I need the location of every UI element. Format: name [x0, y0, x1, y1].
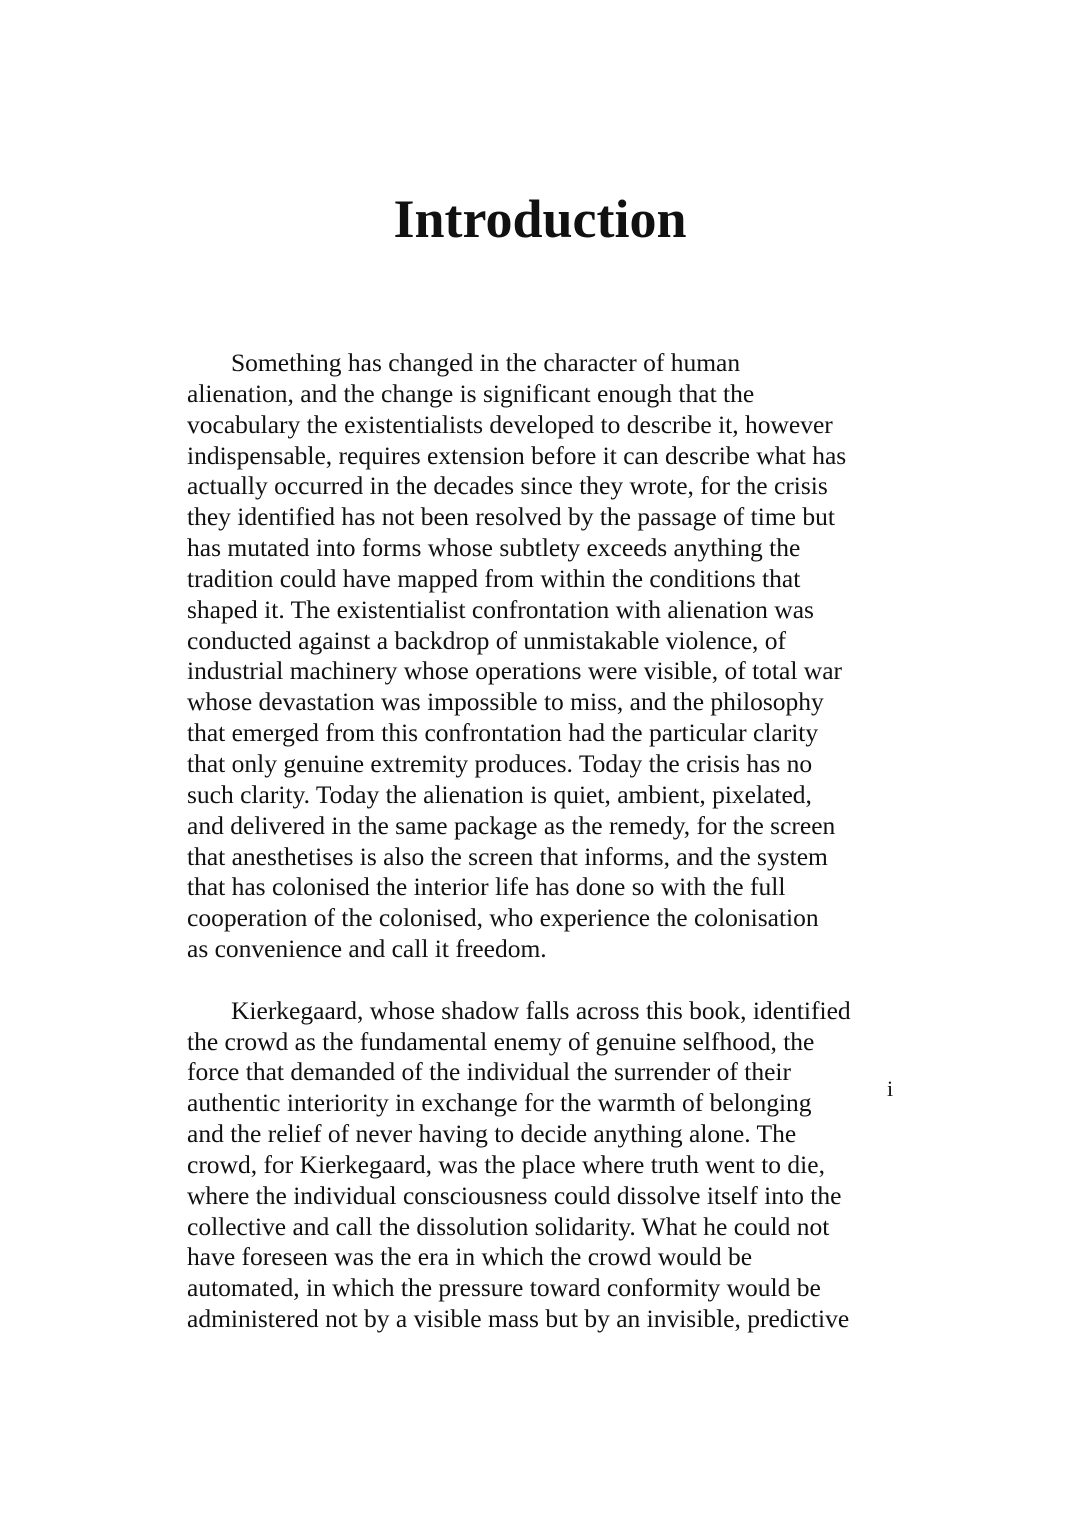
page-title: Introduction — [393, 189, 687, 249]
text-line: industrial machinery whose operations were visible, of total war — [187, 656, 843, 686]
text-line: and the relief of never having to decide anything alone. The — [187, 1119, 797, 1149]
paragraph-spacer — [187, 965, 897, 996]
text-line: that anesthetises is also the screen that informs, and the system — [187, 841, 828, 871]
text-line: have foreseen was the era in which the crowd would be — [187, 1242, 753, 1272]
text-line: administered not by a visible mass but by an invisible, predictive — [187, 1304, 850, 1334]
text-line: where the individual consciousness could dissolve itself into the — [187, 1180, 842, 1210]
text-line: Kierkegaard, whose shadow falls across this book, identified — [231, 995, 851, 1025]
text-line: cooperation of the colonised, who experience the colonisation — [187, 903, 819, 933]
text-line: such clarity. Today the alienation is quiet, ambient, pixelated, — [187, 779, 812, 809]
text-line: has mutated into forms whose subtlety exceeds anything the — [187, 533, 801, 563]
text-line: the crowd as the fundamental enemy of genuine selfhood, the — [187, 1026, 815, 1056]
page-number: i — [886, 1076, 894, 1101]
text-line: crowd, for Kierkegaard, was the place where truth went to die, — [187, 1149, 825, 1179]
text-line: that has colonised the interior life has done so with the full — [187, 872, 786, 902]
text-line: tradition could have mapped from within the conditions that — [187, 563, 801, 593]
text-line: collective and call the dissolution solidarity. What he could not — [187, 1211, 830, 1241]
text-line: conducted against a backdrop of unmistakable violence, of — [187, 625, 787, 655]
text-line: force that demanded of the individual the surrender of their — [187, 1057, 791, 1087]
paragraph-2 — [187, 996, 897, 1335]
text-line: actually occurred in the decades since they wrote, for the crisis — [187, 471, 828, 501]
text-line: automated, in which the pressure toward conformity would be — [187, 1273, 821, 1303]
text-line: vocabulary the existentialists developed to describe it, however — [187, 409, 833, 439]
text-line: alienation, and the change is significant enough that the — [187, 378, 755, 408]
text-line: authentic interiority in exchange for the warmth of belonging — [187, 1088, 812, 1118]
text-line: that emerged from this confrontation had the particular clarity — [187, 718, 819, 748]
text-line: shaped it. The existentialist confrontation with alienation was — [187, 594, 814, 624]
text-line: Something has changed in the character of human — [231, 348, 741, 377]
text-line: whose devastation was impossible to miss, and the philosophy — [187, 687, 824, 717]
text-line: indispensable, requires extension before it can describe what has — [187, 440, 847, 470]
text-line: and delivered in the same package as the remedy, for the screen — [187, 810, 836, 840]
text-line: they identified has not been resolved by the passage of time but — [187, 502, 835, 532]
paragraph-1 — [187, 348, 897, 965]
body-text — [187, 348, 897, 1335]
text-line: as convenience and call it freedom. — [187, 934, 547, 964]
text-line: that only genuine extremity produces. Today the crisis has no — [187, 748, 813, 778]
